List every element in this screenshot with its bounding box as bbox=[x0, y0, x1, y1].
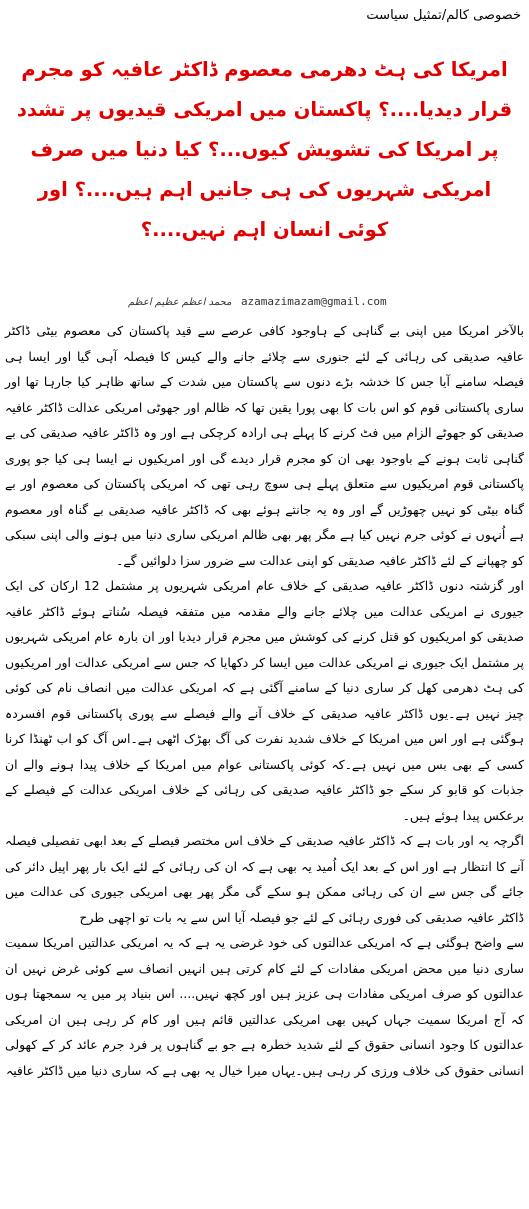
paragraph: بالآخر امریکا میں اپنی بے گناہی کے ہاوجود کافی عرصے سے قید پاکستان کی معصوم بیٹی ڈاکٹر عافیہ صدیقی کی رہائی کے لئے جنوری سے چلائے جانے والے کیس کا فیصلہ آہی گیا اور ایسا ہی فیصلہ سامنے آیا جس کا خدشہ بڑے دنوں سے پاکستان میں شدت کے ساتھ ظاہر کیا جارہا تھا اور ساری پاکستانی قوم کو اس بات کا بھی پورا یقین تھا کہ ظالم اور جھوٹی امریکی عدالت ڈاکٹر عافیہ صدیقی کو جھوٹے الزام میں فٹ کرنے کا پہلے ہی ارادہ کرچکی ہے اور وہ ڈاکٹر عافیہ صدیقی کی بے گناہی ثابت ہونے کے باوجود بھی ان کو مجرم قرار دیدے گی اور امریکیوں نے ایسا ہی کیا جو پوری پاکستانی قوم امریکیوں سے متعلق پہلے ہی سوچ رہی تھی کہ امریکی پاکستان کی معصوم اور بے گناہ بیٹی کو نہیں چھوڑیں گے اور وہ یہ جانتے ہوئے بھی کہ ڈاکٹر عافیہ صدیقی بے گناہ اور معصوم ہے اُنہوں نے کوئی جرم نہیں کیا ہے مگر پھر بھی ظالم امریکی ساری دنیا میں ہونے والی اپنی سبکی کو چھپانے کے لئے ڈاکٹر عافیہ صدیقی کو اپنی عدالت سے ضرور سزا دلوائیں گے۔ bbox=[5, 323, 524, 568]
paragraph: سے واضح ہوگئی ہے کہ امریکی عدالتوں کی خود غرضی یہ ہے کہ یہ امریکی عدالتیں امریکا سمیت ساری دنیا میں محض امریکی مفادات کے لئے کام کرتی ہیں انہیں انصاف سے کوئی غرض نہیں ان عدالتوں کو صرف امریکی مفادات ہی عزیز ہیں اور کچھ نہیں.... اس بنیاد پر میں یہ سمجھتا ہوں کہ آج امریکا سمیت جہاں کہیں بھی امریکی عدالتیں قائم ہیں اور کام کر رہی ہیں ان امریکی عدالتوں کا وجود انسانی حقوق کے لئے شدید خطرہ ہے جو بے گناہوں پر فرد جرم عائد کر کے کھولی انسانی حقوق کی خلاف ورزی کر رہی ہیں۔یہاں میرا خیال یہ بھی ہے کہ ساری دنیا میں ڈاکٹر عافیہ bbox=[5, 935, 524, 1078]
paragraph: اور گزشتہ دنوں ڈاکٹر عافیہ صدیقی کے خلاف عام امریکی شہریوں پر مشتمل 12 ارکان کی ایک جیوری نے امریکی عدالت میں چلائے جانے والے مقدمہ میں متفقہ فیصلہ سُناتے ہوئے ڈاکٹر عافیہ صدیقی کو امریکیوں کو قتل کرنے کی کوشش میں مجرم قرار دیدیا اور ان بارہ عام امریکی شہریوں پر مشتمل ایک جیوری نے امریکی عدالت میں ایسا کر دکھایا کہ جس سے امریکی عدالت اور امریکیوں کی ہٹ دھرمی کھل کر ساری دنیا کے سامنے آگئی ہے کہ امریکی عدالت میں انصاف نام کی کوئی چیز نہیں ہے۔یوں ڈاکٹر عافیہ صدیقی کے خلاف آنے والے فیصلے سے پوری پاکستانی قوم افسردہ ہوگئی ہے اور اس میں امریکا کے خلاف شدید نفرت کی آگ بھڑک اٹھی ہے۔اس آگ کو اب ٹھنڈا کرنا کسی کے بھی بس میں نہیں ہے۔کہ کوئی پاکستانی عوام میں امریکا کے خلاف پیدا ہونے والے ان جذبات کو قابو کر سکے جو ڈاکٹر عافیہ صدیقی کی رہائی کے خلاف امریکی عدالت کے فیصلے کے برعکس پیدا ہوئے ہیں۔ bbox=[5, 578, 524, 823]
headline: امریکا کی ہٹ دھرمی معصوم ڈاکٹر عافیہ کو مجرم قرار دیدیا....؟ پاکستان میں امریکی قیدیوں پر تشدد پر امریکا کی تشویش کیوں...؟ کیا دنیا میں صرف امریکی شہریوں کی ہی جانیں اہم ہیں....؟ اور کوئی انسان اہم نہیں....؟ bbox=[16, 58, 513, 241]
byline bbox=[128, 295, 387, 308]
author-name: محمد اعظم عظیم اعظم bbox=[128, 297, 232, 308]
article-body bbox=[5, 318, 524, 1083]
paragraph: اگرچہ یہ اور بات ہے کہ ڈاکٹر عافیہ صدیقی کے خلاف اس مختصر فیصلے کے بعد ابھی تفصیلی فیصلہ آنے کا انتظار ہے اور اس کے بعد ایک اُمید یہ بھی ہے کہ ان کی رہائی کے لئے ایک بار پھر اپیل دائر کی جائے گی جس سے ان کی رہائی ممکن ہو سکے گی مگر پھر بھی امریکی جیوری کی عدالت میں ڈاکٹر عافیہ صدیقی کی فوری رہائی کے لئے جو فیصلہ آیا اس سے یہ بات تو اچھی طرح bbox=[5, 833, 524, 925]
author-email: azamazimazam@gmail.com bbox=[240, 295, 387, 308]
series-label: خصوصی کالم/تمثیل سیاست bbox=[366, 8, 521, 23]
